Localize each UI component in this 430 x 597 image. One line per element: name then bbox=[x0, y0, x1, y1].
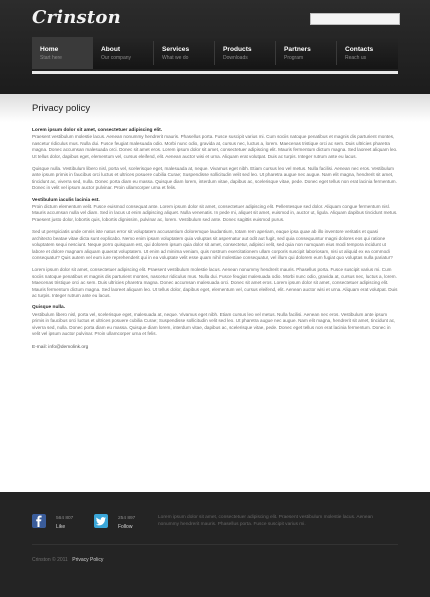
paragraph: Lorem ipsum dolor sit amet, consectetuer adipiscing elit. Praesent vestibulum molestie lacus. Aenean nonummy hendrerit mauris. Phasellus porta. Fusce suscipit varius mi. Cum sociis natoque penatibus et magnis dis parturient montes, nascetur ridiculus mus. Nulla dui. Fusce feugiat malesuada odio. Morbi nunc odio, gravida at, cursus nec, luctus a, lorem. Maecenas tristique orci ac sem. Duis ultricies pharetra magna. Donec accumsan malesuada orci. Donec sit amet eros. Lorem ipsum dolor sit amet, consectetuer adipiscing elit. Mauris fermentum dictum magna. Sed laoreet aliquam leo. Ut tellus dolor, dapibus eget, elementum vel, cursus eleifend, elit. Aenean auctor wisi et urna. Aliquam erat volutpat. Duis ac turpis. Integer rutrum ante eu lacus. bbox=[32, 267, 398, 298]
nav-item-title: Services bbox=[162, 46, 190, 53]
main-content bbox=[32, 103, 398, 350]
nav-item-subtitle: What we do bbox=[162, 55, 189, 61]
facebook-icon[interactable] bbox=[32, 514, 46, 528]
contact-email[interactable]: E-mail: info@demolink.org bbox=[32, 345, 89, 351]
nav-item-subtitle: Downloads bbox=[223, 55, 248, 61]
paragraph: Proin dictum elementum velit. Fusce euismod consequat ante. Lorem ipsum dolor sit amet, consectetuer adipiscing elit. Pellentesque sed dolor. Aliquam congue fermentum nisl. Mauris accumsan nulla vel diam. Sed in lacus ut enim adipiscing aliquet. Nulla venenatis. In pede mi, aliquet sit amet, euismod in, auctor ut, ligula. Aliquam dapibus tincidunt metus. Praesent justo dolor, lobortis quis, lobortis dignissim, pulvinar ac, lorem. Vestibulum sed ante. Donec sagittis euismod purus. bbox=[32, 204, 398, 222]
nav-underline bbox=[32, 71, 398, 74]
nav-item-subtitle: Program bbox=[284, 55, 304, 61]
facebook-like-widget[interactable] bbox=[32, 514, 92, 536]
twitter-count: 254 897 bbox=[118, 516, 136, 521]
search-input[interactable] bbox=[310, 13, 400, 25]
paragraph: Praesent vestibulum molestie lacus. Aenean nonummy hendrerit mauris. Phasellus porta. Fusce suscipit varius mi. Cum sociis natoque penatibus et magnis dis parturient montes, nascetur ridiculus mus. Nulla dui. Fusce feugiat malesuada odio. Morbi nunc odio, gravida at, cursus nec, luctus a, lorem. Maecenas tristique orci ac sem. Duis ultricies pharetra magna. Donec accumsan malesuada orci. Donec sit amet eros. Lorem ipsum dolor sit amet, consectetuer adipiscing elit. Mauris fermentum dictum magna. Sed laoreet aliquam leo. Ut tellus dolor, dapibus eget, elementum vel, cursus eleifend, elit. Aenean auctor wisi et urna. Aliquam erat volutpat. Duis ac turpis. Integer rutrum ante eu lacus. bbox=[32, 134, 398, 159]
copyright bbox=[32, 557, 103, 563]
nav-item-subtitle: Reach us bbox=[345, 55, 367, 61]
facebook-like-label[interactable]: Like bbox=[56, 524, 66, 530]
site-header bbox=[0, 0, 430, 94]
facebook-count: 564 807 bbox=[56, 516, 74, 521]
copyright-text: Crinston © 2011 bbox=[32, 557, 68, 563]
nav-item-products[interactable] bbox=[215, 37, 276, 69]
nav-item-services[interactable] bbox=[154, 37, 215, 69]
twitter-follow-widget[interactable] bbox=[94, 514, 154, 536]
footer-text: Lorem ipsum dolor sit amet, consectetuer adipiscing elit. Praesent vestibulum molestie lacus. Aenean nonummy hendrerit mauris. Phasellus porta. Fusce suscipit varius mi. bbox=[158, 515, 373, 527]
nav-item-subtitle: Our company bbox=[101, 55, 132, 61]
page-title: Privacy policy bbox=[32, 103, 91, 114]
privacy-policy-link[interactable]: Privacy Policy bbox=[72, 557, 104, 563]
section-heading: Vestibulum iaculis lacinia est. bbox=[32, 197, 100, 203]
paragraph: Sed ut perspiciatis unde omnis iste natus error sit voluptatem accusantium doloremque laudantium, totam rem aperiam, eaque ipsa quae ab illo inventore veritatis et quasi architecto beatae vitae dicta sunt explicabo. Nemo enim ipsam voluptatem quia voluptas sit aspernatur aut odit aut fugit, sed quia consequuntur magni dolores eos qui ratione voluptatem sequi nesciunt. Neque porro quisquam est, qui dolorem ipsum quia dolor sit amet, consectetur, adipisci velit, sed quia non numquam eius modi tempora incidunt ut labore et dolore magnam aliquam quaerat voluptatem. Ut enim ad minima veniam, quis nostrum exercitationem ullam corporis suscipit laboriosam, nisi ut aliquid ex ea commodi consequatur? Quis autem vel eum iure reprehenderit qui in ea voluptate velit esse quam nihil molestiae consequatur, vel illum qui dolorem eum fugiat quo voluptas nulla pariatur? bbox=[32, 229, 393, 260]
section-heading: Lorem ipsum dolor sit amet, consectetuer adipiscing elit. bbox=[32, 128, 163, 133]
nav-item-about[interactable] bbox=[93, 37, 154, 69]
twitter-icon[interactable] bbox=[94, 514, 108, 528]
nav-item-title: Contacts bbox=[345, 46, 374, 53]
nav-item-title: Products bbox=[223, 46, 252, 53]
section-heading: Quisque nulla. bbox=[32, 305, 66, 311]
nav-item-contacts[interactable] bbox=[337, 37, 398, 69]
paragraph: Vestibulum libero nisl, porta vel, scelerisque eget, malesuada at, neque. Vivamus eget nibh. Etiam cursus leo vel metus. Nulla facilisi. Aenean nec eros. Vestibulum ante ipsum primis in faucibus orci luctus et ultrices posuere cubilia Curae; Suspendisse sollicitudin velit sed leo. Ut pharetra augue nec augue. Nam elit magna, hendrerit sit amet, tincidunt ac, viverra sed, nulla. Donec porta diam eu massa. Quisque diam lorem, interdum vitae, dapibus ac, scelerisque vitae, pede. Donec eget tellus non erat lacinia fermentum. Donec in velit vel ipsum auctor pulvinar. Proin ullamcorper urna et felis. bbox=[32, 311, 396, 336]
site-logo[interactable]: Crinston bbox=[32, 7, 121, 28]
nav-item-home[interactable] bbox=[32, 37, 93, 69]
twitter-follow-label[interactable]: Follow bbox=[118, 524, 133, 530]
nav-item-title: Home bbox=[40, 46, 59, 53]
nav-item-title: About bbox=[101, 46, 121, 53]
main-nav bbox=[32, 37, 398, 69]
nav-item-partners[interactable] bbox=[276, 37, 337, 69]
nav-item-title: Partners bbox=[284, 46, 311, 53]
nav-item-subtitle: Start here bbox=[40, 55, 62, 61]
footer-divider bbox=[32, 544, 398, 545]
site-footer bbox=[0, 492, 430, 597]
paragraph: Quisque nulla. Vestibulum libero nisl, porta vel, scelerisque eget, malesuada at, neque. Vivamus eget nibh. Etiam cursus leo vel metus. Nulla facilisi. Aenean nec eros. Vestibulum ante ipsum primis in faucibus orci luctus et ultrices posuere cubilia Curae; Suspendisse sollicitudin velit sed leo. Ut pharetra augue nec augue. Nam elit magna, hendrerit sit amet, tincidunt ac, viverra sed, nulla. Donec porta diam eu massa. Quisque diam lorem, interdum vitae, dapibus ac, scelerisque vitae, pede. Donec eget tellus non erat lacinia fermentum. Donec in velit vel ipsum auctor pulvinar. Proin ullamcorper urna et felis. bbox=[32, 166, 397, 191]
